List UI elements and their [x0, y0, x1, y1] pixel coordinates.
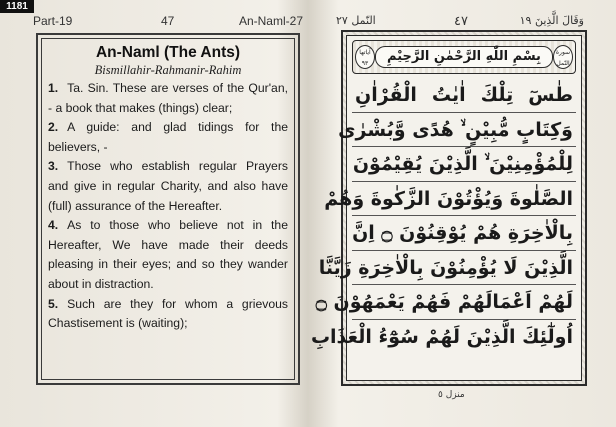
verse-number: 1. — [48, 81, 59, 95]
verse-number: 2. — [48, 120, 59, 135]
verse-text: A guide: and glad tidings for the believers, - — [48, 120, 288, 154]
medal-text: سورة — [555, 49, 571, 56]
juz-label: وَقَالَ الَّذِينَ ١٩ — [519, 14, 584, 27]
verse — [48, 157, 288, 216]
verse-number: 4. — [48, 218, 59, 233]
arabic-line: وَكِتَابٍ مُّبِيْنٍ ۙ هُدًى وَّبُشْرٰى — [352, 113, 576, 148]
arabic-sura-label: النّمل ٢٧ — [336, 14, 376, 27]
translation-frame — [36, 33, 300, 385]
verse — [48, 295, 288, 334]
sura-info-medallion-left — [355, 45, 375, 69]
sura-info-medallion-right — [553, 45, 573, 69]
page-number: 47 — [161, 14, 175, 28]
verse — [48, 216, 288, 294]
arabic-line: طٰسٓ تِلْكَ اٰيٰتُ الْقُرْاٰنِ — [352, 78, 576, 113]
sura-banner — [352, 40, 576, 74]
medal-text: ٩٣ — [361, 60, 369, 67]
arabic-line: الَّذِيْنَ لَا يُؤْمِنُوْنَ بِالْاٰخِرَةِ زَيَّنَّا — [352, 251, 576, 286]
verse-number: 3. — [48, 159, 59, 174]
verse — [48, 118, 288, 157]
arabic-line: لِلْمُؤْمِنِيْنَ ۙ الَّذِيْنَ يُقِيْمُوْنَ — [352, 147, 576, 182]
sura-title: An-Naml (The Ants) — [95, 44, 241, 61]
verse-text: Ta. Sin. These are verses of the Qur'an, - a book that makes (things) clear; — [48, 81, 288, 115]
arabic-panel — [310, 35, 582, 381]
scan-page-label: 1181 — [0, 0, 34, 13]
arabic-page-number: ٤٧ — [454, 14, 468, 29]
medal-text: النّمل — [556, 60, 570, 67]
verse-list — [48, 79, 288, 334]
arabic-line: اُولٰٓئِكَ الَّذِيْنَ لَهُمْ سُوْٓءُ الْعَذَابِ — [310, 325, 573, 348]
right-page-header — [336, 14, 584, 30]
verse-text: Those who establish regular Prayers and give in regular Charity, and also have (full) assurance of the Hereafter. — [48, 159, 288, 213]
arabic-frame — [310, 30, 587, 386]
left-page-header — [33, 14, 303, 30]
medal-text: آياتها — [359, 49, 371, 56]
verse-number: 5. — [48, 296, 59, 311]
verse-text: Such are they for whom a grievous Chastisement is (waiting); — [48, 296, 288, 331]
arabic-line: بِالْاٰخِرَةِ هُمْ يُوْقِنُوْنَ ۝ اِنَّ — [352, 216, 576, 251]
verse-text: As to those who believe not in the Hereafter, We have made their deeds pleasing in their eyes; and so they wander about in distraction. — [48, 218, 288, 291]
verse — [48, 79, 288, 118]
arabic-line: الصَّلٰوةَ وَيُؤْتُوْنَ الزَّكٰوةَ وَهُمْ — [352, 182, 576, 217]
manzil-footer: منزل ٥ — [438, 390, 465, 400]
part-label: Part-19 — [33, 14, 73, 28]
bismillah-transliteration: Bismillahir-Rahmanir-Rahim — [94, 63, 242, 77]
sura-label: An-Naml-27 — [238, 14, 303, 28]
arabic-bismillah: بِسْمِ اللّٰهِ الرَّحْمٰنِ الرَّحِيْمِ — [375, 46, 553, 68]
arabic-line: لَهُمْ اَعْمَالَهُمْ فَهُمْ يَعْمَهُوْنَ ۝ — [352, 285, 576, 320]
translation-panel — [41, 38, 295, 380]
